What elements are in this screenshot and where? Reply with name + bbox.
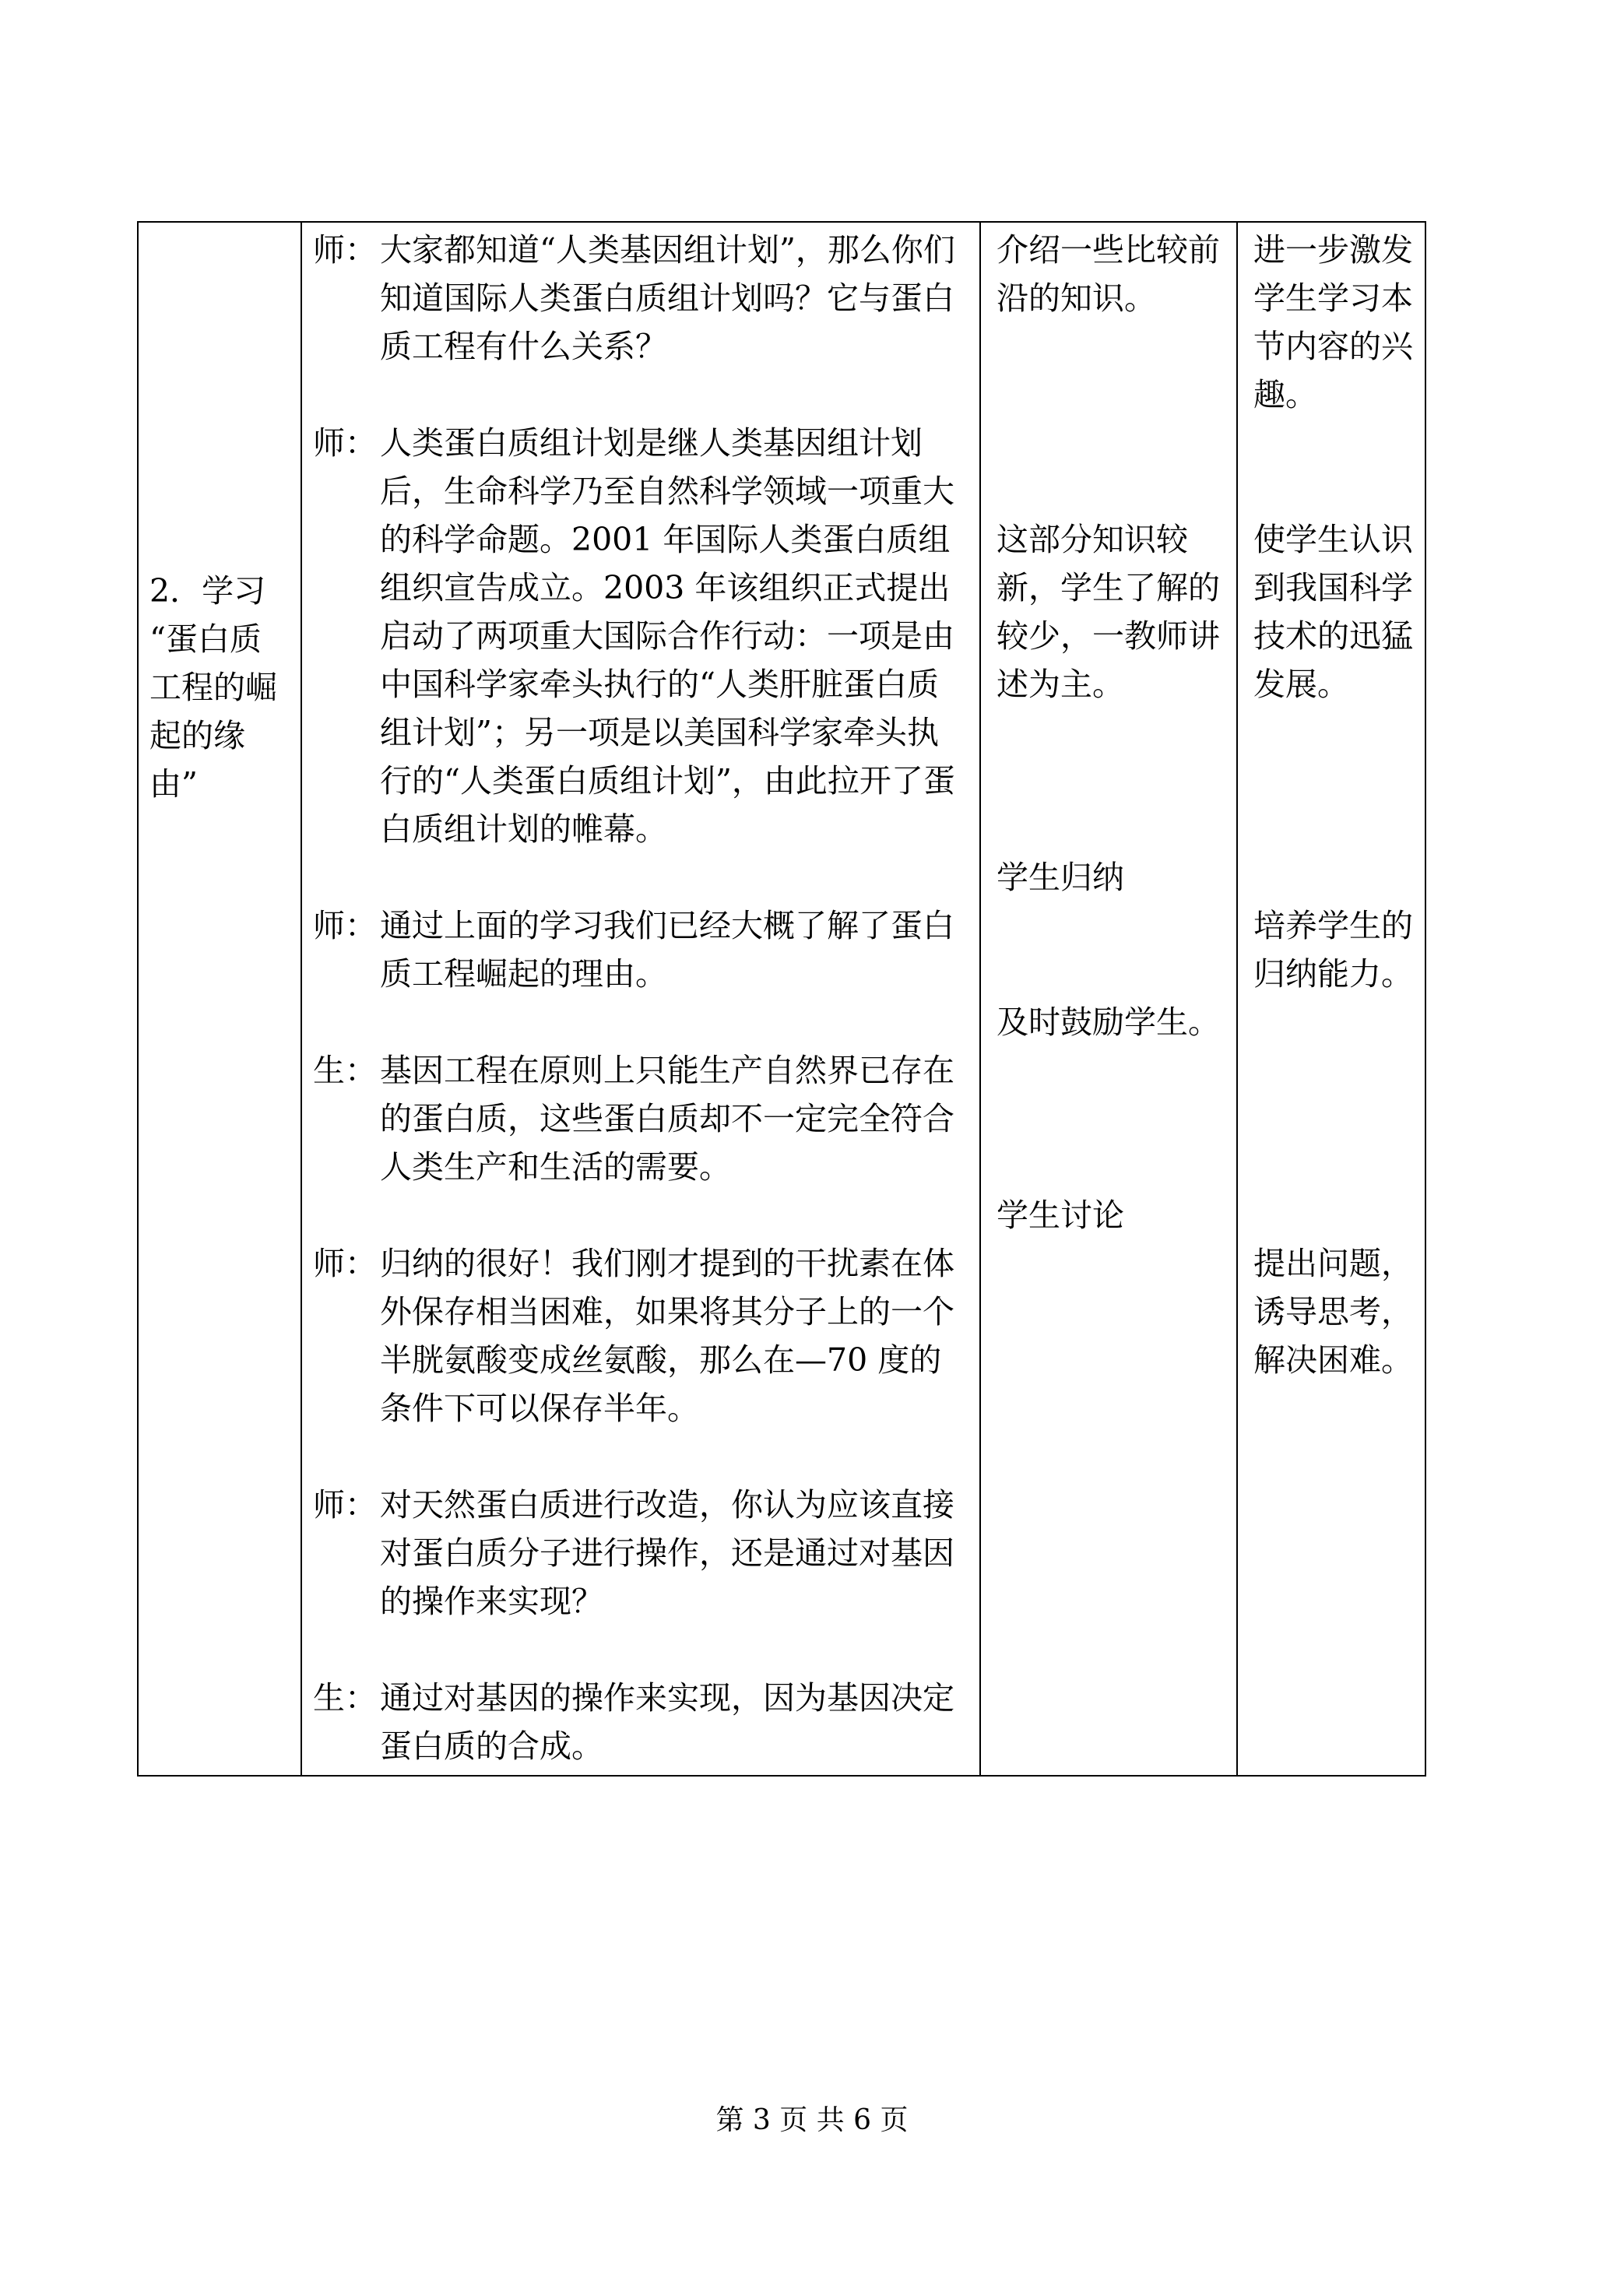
dialogue-turn bbox=[313, 901, 967, 998]
page-number-footer: 第 3 页 共 6 页 bbox=[715, 2104, 909, 2136]
speaker-label: 师： bbox=[313, 231, 377, 269]
table-top-border bbox=[137, 221, 1426, 223]
section-title-line: 由” bbox=[149, 765, 198, 803]
speaker-label: 师： bbox=[313, 424, 377, 462]
design-intent-note: 使学生认识到我国科学技术的迅猛发展。 bbox=[1253, 521, 1413, 703]
teacher-activity-note: 学生归纳 bbox=[997, 859, 1124, 896]
dialogue-turn bbox=[313, 226, 967, 371]
speech-text: 归纳的很好！我们刚才提到的干扰素在体外保存相当困难，如果将其分子上的一个半胱氨酸变成丝氨酸，那么在—70 度的条件下可以保存半年。 bbox=[380, 1245, 954, 1427]
dialogue-turn bbox=[313, 1481, 967, 1625]
section-title-line: 起的缘 bbox=[149, 717, 245, 754]
table-left-border bbox=[137, 221, 139, 1777]
speech-text: 通过对基因的操作来实现，因为基因决定蛋白质的合成。 bbox=[380, 1679, 954, 1765]
column-divider-3 bbox=[1236, 221, 1238, 1777]
speaker-label: 师： bbox=[313, 1245, 377, 1282]
table-bottom-border bbox=[137, 1775, 1426, 1777]
dialogue-turn bbox=[313, 1674, 967, 1770]
dialogue-turn bbox=[313, 1239, 967, 1432]
speaker-label: 生： bbox=[313, 1679, 377, 1717]
section-title-line: “蛋白质 bbox=[149, 620, 262, 658]
teacher-activity-note: 及时鼓励学生。 bbox=[997, 1003, 1220, 1041]
speaker-label: 生： bbox=[313, 1052, 377, 1089]
dialogue-turn bbox=[313, 1046, 967, 1191]
column-divider-2 bbox=[979, 221, 981, 1777]
column-divider-1 bbox=[301, 221, 302, 1777]
speech-text: 基因工程在原则上只能生产自然界已存在的蛋白质，这些蛋白质却不一定完全符合人类生产和生活的需要。 bbox=[380, 1052, 954, 1186]
teacher-activity-note: 这部分知识较新，学生了解的较少，一教师讲述为主。 bbox=[997, 521, 1220, 703]
section-title-line: 工程的崛 bbox=[149, 669, 277, 706]
teacher-activity-note: 介绍一些比较前沿的知识。 bbox=[997, 231, 1220, 317]
section-title-cell bbox=[149, 567, 290, 808]
section-title-line: 2．学习 bbox=[149, 572, 266, 610]
speech-text: 大家都知道“人类基因组计划”，那么你们知道国际人类蛋白质组计划吗？它与蛋白质工程有什么关系？ bbox=[380, 231, 955, 365]
design-intent-note: 提出问题，诱导思考，解决困难。 bbox=[1253, 1245, 1413, 1379]
design-intent-note: 进一步激发学生学习本节内容的兴趣。 bbox=[1253, 231, 1413, 413]
speaker-label: 师： bbox=[313, 907, 377, 944]
dialogue-cell bbox=[313, 226, 967, 1770]
dialogue-turn bbox=[313, 419, 967, 853]
speaker-label: 师： bbox=[313, 1486, 377, 1524]
design-intent-note: 培养学生的归纳能力。 bbox=[1253, 907, 1413, 993]
speech-text: 人类蛋白质组计划是继人类基因组计划后，生命科学乃至自然科学领域一项重大的科学命题。2001 年国际人类蛋白质组组织宣告成立。2003 年该组织正式提出启动了两项重大国际合作行动：一项是由中国科学家牵头执行的“人类肝脏蛋白质组计划”；另一项是以美国科学家牵头执行的“人类蛋白质组计划”，由此拉开了蛋白质组计划的帷幕。 bbox=[380, 424, 955, 848]
speech-text: 对天然蛋白质进行改造，你认为应该直接对蛋白质分子进行操作，还是通过对基因的操作来实现？ bbox=[380, 1486, 954, 1620]
teacher-activity-note: 学生讨论 bbox=[997, 1197, 1124, 1234]
speech-text: 通过上面的学习我们已经大概了解了蛋白质工程崛起的理由。 bbox=[380, 907, 954, 993]
table-right-border bbox=[1425, 221, 1426, 1777]
